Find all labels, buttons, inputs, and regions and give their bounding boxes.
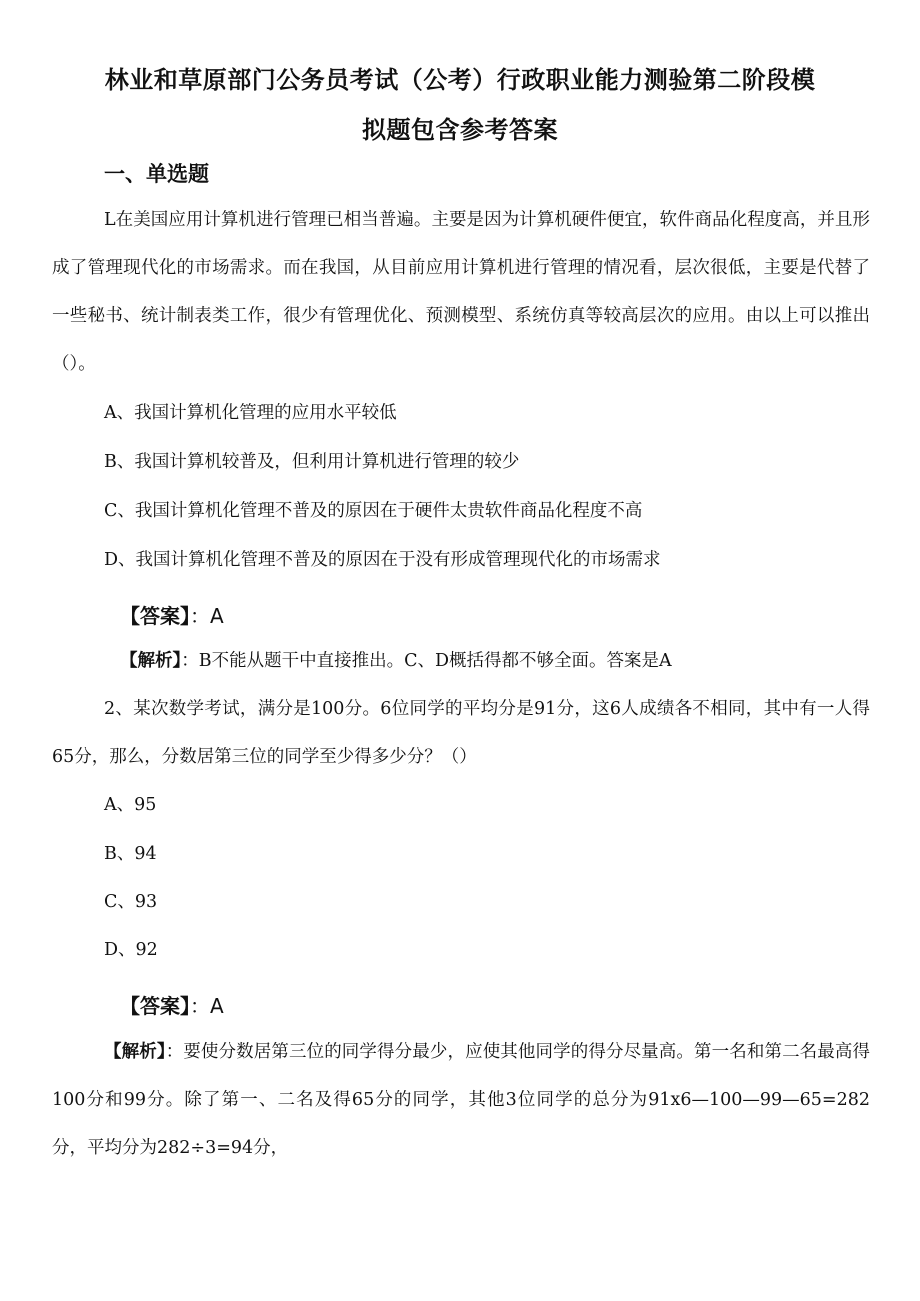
document-title-line-1: 林业和草原部门公务员考试（公考）行政职业能力测验第二阶段模: [104, 66, 816, 94]
question-2-option-a: A、95: [104, 795, 157, 815]
explanation-text: ：B不能从题干中直接推出。C、D概括得都不够全面。答案是A: [181, 651, 672, 671]
question-1-stem: L在美国应用计算机进行管理已相当普遍。主要是因为计算机硬件便宜，软件商品化程度高，并且形成了管理现代化的市场需求。而在我国，从目前应用计算机进行管理的情况看，层次很低，主要是代替了一些秘书、统计制表类工作，很少有管理优化、预测模型、系统仿真等较高层次的应用。由以上可以推出（）。: [52, 210, 870, 374]
question-1-option-c: C、我国计算机化管理不普及的原因在于硬件太贵软件商品化程度不高: [104, 501, 643, 521]
answer-tag: 【答案】: [120, 994, 190, 1018]
question-2-option-b: B、94: [104, 844, 157, 864]
question-2-explanation: [52, 1028, 870, 1172]
question-1-explanation: [120, 646, 672, 676]
question-2-option-d: D、92: [104, 940, 158, 960]
answer-value: ：A: [190, 604, 224, 628]
question-1-option-d: D、我国计算机化管理不普及的原因在于没有形成管理现代化的市场需求: [104, 550, 661, 570]
explanation-tag: 【解析】: [104, 1042, 166, 1062]
question-1-answer: [120, 600, 224, 629]
document-title-line-2: 拟题包含参考答案: [362, 116, 558, 144]
section-heading: 一、单选题: [104, 162, 209, 186]
question-1-option-a: A、我国计算机化管理的应用水平较低: [104, 403, 397, 423]
explanation-tag: 【解析】: [120, 651, 182, 671]
question-2-stem: 2、某次数学考试，满分是100分。6位同学的平均分是91分，这6人成绩各不相同，其中有一人得65分，那么，分数居第三位的同学至少得多少分？（）: [52, 699, 870, 767]
explanation-text: ：要使分数居第三位的同学得分最少，应使其他同学的得分尽量高。第一名和第二名最高得100分和99分。除了第一、二名及得65分的同学，其他3位同学的总分为91x6—100—99—65=282分，平均分为282÷3=94分，: [52, 1042, 871, 1158]
answer-value: ：A: [190, 994, 224, 1018]
answer-tag: 【答案】: [120, 604, 190, 628]
question-2-option-c: C、93: [104, 892, 158, 912]
question-2-answer: [120, 990, 224, 1019]
question-1-option-b: B、我国计算机较普及，但利用计算机进行管理的较少: [104, 452, 520, 472]
